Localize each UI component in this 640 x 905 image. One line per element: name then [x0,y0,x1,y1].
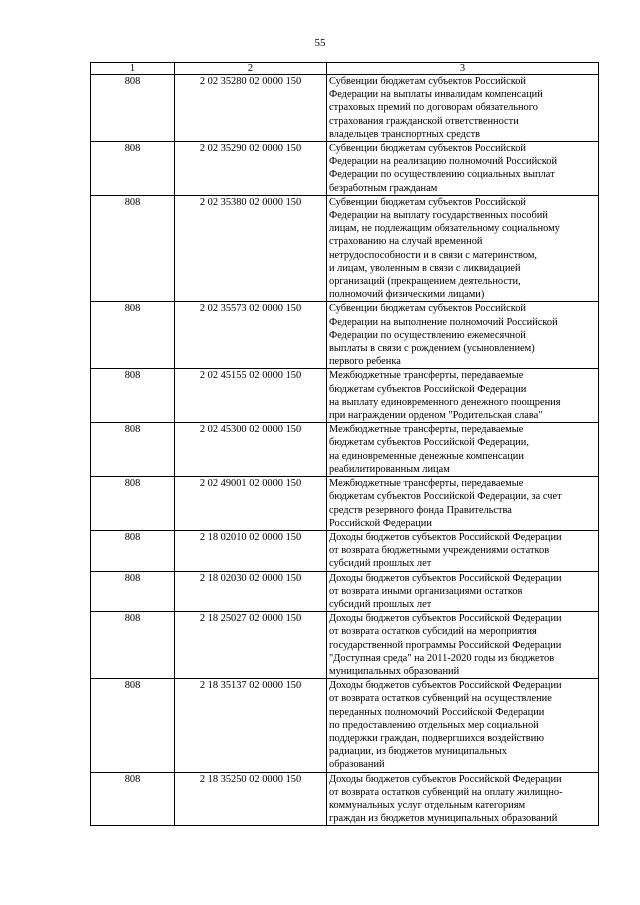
budget-code-cell: 2 02 35280 02 0000 150 [175,75,327,142]
budget-code-cell: 2 18 02010 02 0000 150 [175,530,327,571]
description-line: "Доступная среда" на 2011-2020 годы из бюджетов [329,652,555,664]
description-line: от возврата остатков субвенций на оплату жилищно- [329,786,563,798]
budget-code-cell: 2 18 02030 02 0000 150 [175,571,327,612]
admin-code-cell: 808 [91,772,175,826]
description-line: Доходы бюджетов субъектов Российской Федерации [329,572,562,584]
description-line: государственной программы Российской Федерации [329,639,562,651]
admin-code-cell: 808 [91,369,175,423]
column-header-3: 3 [327,63,599,75]
budget-code-cell: 2 02 35380 02 0000 150 [175,195,327,302]
description-cell [327,530,599,571]
description-line: муниципальных образований [329,665,460,677]
table-row [91,477,599,531]
table-body [91,75,599,826]
column-header-1: 1 [91,63,175,75]
description-line: и лицам, уволенным в связи с ликвидацией [329,262,521,274]
budget-code-cell: 2 18 25027 02 0000 150 [175,612,327,679]
description-line: владельцев транспортных средств [329,128,481,140]
admin-code-cell: 808 [91,571,175,612]
description-line: средств резервного фонда Правительства [329,504,512,516]
description-line: Федерации на выплаты инвалидам компенсаций [329,89,543,101]
admin-code-cell: 808 [91,75,175,142]
description-line: от возврата бюджетными учреждениями остатков [329,545,550,557]
budget-code-cell: 2 18 35250 02 0000 150 [175,772,327,826]
description-line: Федерации на выполнение полномочий Российской [329,316,558,328]
description-line: по предоставлению отдельных мер социальной [329,719,539,731]
table-row [91,530,599,571]
description-cell [327,302,599,369]
description-cell [327,195,599,302]
table-row [91,423,599,477]
description-line: на выплату единовременного денежного поощрения [329,396,561,408]
description-line: переданных полномочий Российской Федерации [329,706,545,718]
description-line: бюджетам субъектов Российской Федерации, за счет [329,491,562,503]
description-cell [327,142,599,196]
description-line: Российской Федерации [329,517,432,529]
table-row [91,369,599,423]
description-cell [327,679,599,772]
table-header-row [91,63,599,75]
description-cell [327,772,599,826]
description-line: Доходы бюджетов субъектов Российской Федерации [329,613,562,625]
description-line: реабилитированным лицам [329,463,450,475]
description-line: Федерации по осуществлению ежемесячной [329,329,526,341]
description-cell [327,369,599,423]
admin-code-cell: 808 [91,612,175,679]
budget-code-cell: 2 02 45155 02 0000 150 [175,369,327,423]
description-line: субсидий прошлых лет [329,598,432,610]
description-line: первого ребенка [329,356,401,368]
admin-code-cell: 808 [91,530,175,571]
description-cell [327,612,599,679]
description-line: бюджетам субъектов Российской Федерации, [329,437,529,449]
description-line: радиации, из бюджетов муниципальных [329,746,507,758]
budget-code-cell: 2 02 45300 02 0000 150 [175,423,327,477]
description-cell [327,477,599,531]
description-cell [327,75,599,142]
description-line: Субвенции бюджетам субъектов Российской [329,196,526,208]
admin-code-cell: 808 [91,423,175,477]
description-line: Субвенции бюджетам субъектов Российской [329,143,526,155]
description-line: коммунальных услуг отдельным категориям [329,799,526,811]
budget-code-cell: 2 02 35290 02 0000 150 [175,142,327,196]
description-line: безработным гражданам [329,182,438,194]
table-row [91,772,599,826]
description-cell [327,423,599,477]
description-line: нетрудоспособности и в связи с материнством, [329,249,537,261]
admin-code-cell: 808 [91,142,175,196]
description-line: Федерации на выплату государственных пособий [329,210,548,222]
table-row [91,195,599,302]
description-line: образований [329,759,385,771]
description-line: Федерации по осуществлению социальных выплат [329,169,555,181]
description-line: страхования гражданской ответственности [329,115,519,127]
description-line: страховых премий по договорам обязательного [329,102,538,114]
page-number: 55 [314,37,326,49]
description-line: Межбюджетные трансферты, передаваемые [329,424,524,436]
table-row [91,302,599,369]
admin-code-cell: 808 [91,302,175,369]
column-header-2: 2 [175,63,327,75]
description-line: при награждении орденом "Родительская слава" [329,410,543,422]
description-line: организаций (прекращением деятельности, [329,276,521,288]
description-line: Доходы бюджетов субъектов Российской Федерации [329,680,562,692]
table-row [91,142,599,196]
description-line: от возврата остатков субвенций на осуществление [329,693,552,705]
budget-code-cell: 2 18 35137 02 0000 150 [175,679,327,772]
description-line: Доходы бюджетов субъектов Российской Федерации [329,773,562,785]
budget-codes-table [90,62,599,826]
description-cell [327,571,599,612]
description-line: Субвенции бюджетам субъектов Российской [329,76,526,87]
description-line: Субвенции бюджетам субъектов Российской [329,303,526,315]
description-line: субсидий прошлых лет [329,558,432,570]
description-line: Межбюджетные трансферты, передаваемые [329,370,524,382]
description-line: Федерации на реализацию полномочий Российской [329,156,558,168]
description-line: граждан из бюджетов муниципальных образований [329,813,558,825]
description-line: полномочий физическими лицами) [329,289,485,301]
description-line: выплаты в связи с рождением (усыновлением) [329,343,535,355]
budget-code-cell: 2 02 49001 02 0000 150 [175,477,327,531]
description-line: от возврата остатков субсидий на мероприятия [329,626,537,638]
admin-code-cell: 808 [91,477,175,531]
table-row [91,679,599,772]
admin-code-cell: 808 [91,195,175,302]
budget-code-cell: 2 02 35573 02 0000 150 [175,302,327,369]
admin-code-cell: 808 [91,679,175,772]
description-line: на единовременные денежные компенсации [329,450,524,462]
table-row [91,612,599,679]
table-row [91,571,599,612]
description-line: лицам, не подлежащим обязательному социальному [329,223,560,235]
description-line: Доходы бюджетов субъектов Российской Федерации [329,531,562,543]
description-line: бюджетам субъектов Российской Федерации [329,383,527,395]
description-line: поддержки граждан, подвергшихся воздействию [329,732,545,744]
description-line: страхованию на случай временной [329,236,483,248]
description-line: Межбюджетные трансферты, передаваемые [329,478,524,490]
description-line: от возврата иными организациями остатков [329,585,523,597]
table-row [91,75,599,142]
